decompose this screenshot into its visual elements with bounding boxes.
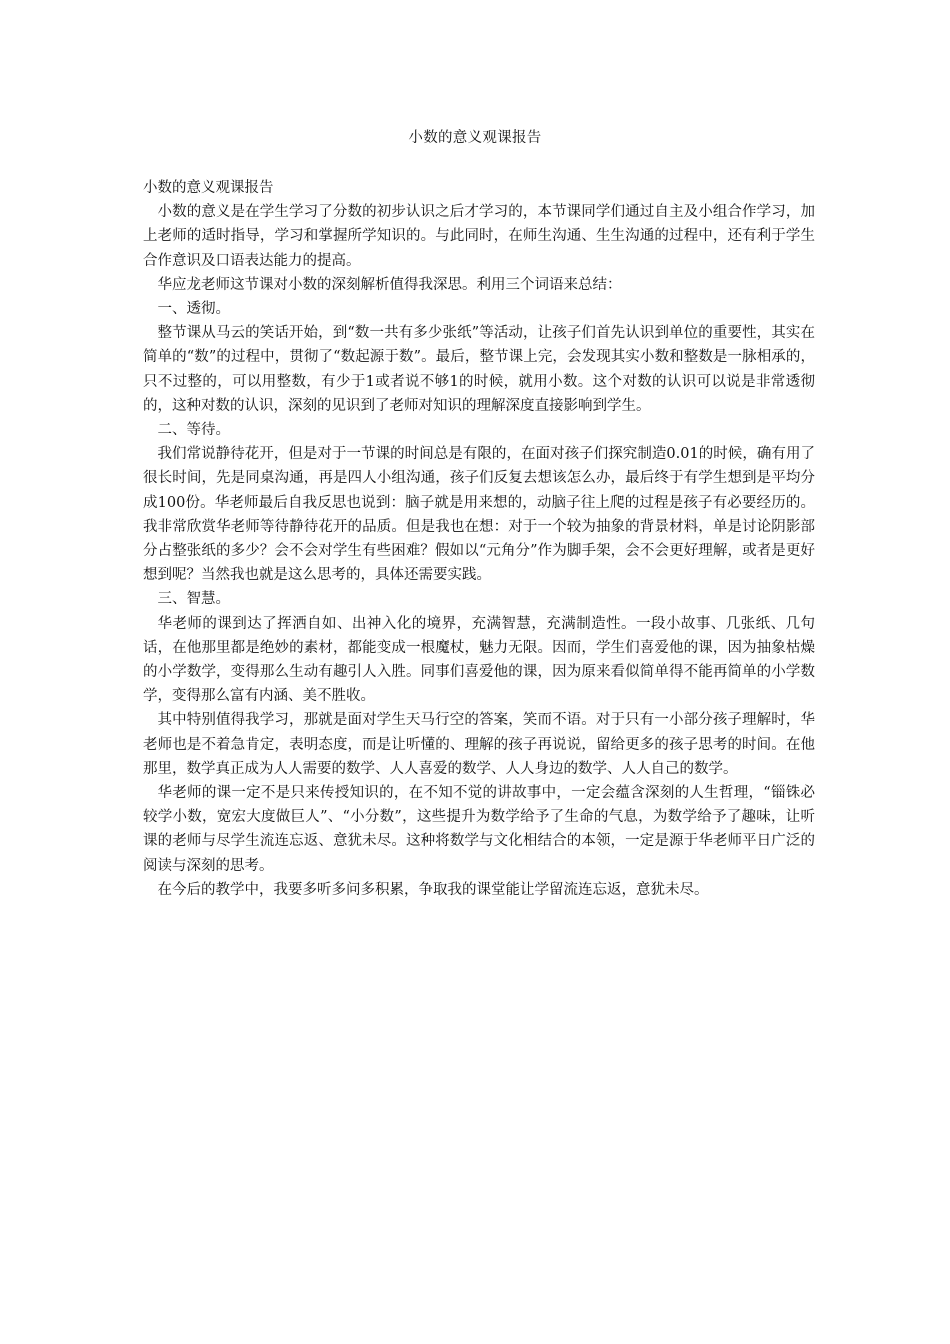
paragraph-summary: 华应龙老师这节课对小数的深刻解析值得我深思。利用三个词语来总结：	[157, 276, 622, 293]
paragraph-section-3b: 其中特别值得我学习，那就是面对学生天马行空的答案，笑而不语。对于只有一小部分孩子理解时，华老师也是不着急肯定，表明态度，而是让听懂的、理解的孩子再说说，留给更多的孩子思考的时间。在他那里，数学真正成为人人需要的数学、人人喜爱的数学、人人身边的数学、人人自己的数学。	[143, 712, 815, 777]
paragraph-conclusion: 在今后的教学中，我要多听多问多积累，争取我的课堂能让学留流连忘返，意犹未尽。	[157, 881, 709, 898]
paragraph-section-2: 我们常说静待花开，但是对于一节课的时间总是有限的，在面对孩子们探究制造0.01的时候，确有用了很长时间，先是同桌沟通，再是四人小组沟通，孩子们反复去想该怎么办，最后终于有学生想到是平均分成100份。华老师最后自我反思也说到：脑子就是用来想的，动脑子往上爬的过程是孩子有必要经历的。我非常欣赏华老师等待静待花开的品质。但是我也在想：对于一个较为抽象的背景材料，单是讨论阴影部分占整张纸的多少？会不会对学生有些困难？假如以“元角分”作为脚手架，会不会更好理解，或者是更好想到呢？当然我也就是这么思考的，具体还需要实践。	[143, 446, 815, 584]
page-title: 小数的意义观课报告	[408, 130, 542, 146]
paragraph-section-3c: 华老师的课一定不是只来传授知识的，在不知不觉的讲故事中，一定会蕴含深刻的人生哲理，“锱铢必较学小数，宽宏大度做巨人”、“小分数”，这些提升为数学给予了生命的气息，为数学给予了趣味，让听课的老师与尽学生流连忘返、意犹未尽。这种将数学与文化相结合的本领，一定是源于华老师平日广泛的阅读与深刻的思考。	[143, 785, 815, 874]
section-heading-1: 一、透彻。	[157, 301, 230, 318]
document-subtitle: 小数的意义观课报告	[143, 180, 274, 196]
document-body	[143, 176, 815, 902]
paragraph-intro: 小数的意义是在学生学习了分数的初步认识之后才学习的，本节课同学们通过自主及小组合作学习，加上老师的适时指导，学习和掌握所学知识的。与此同时，在师生沟通、生生沟通的过程中，还有利于学生合作意识及口语表达能力的提高。	[143, 204, 815, 269]
section-heading-3: 三、智慧。	[157, 591, 230, 608]
paragraph-section-3a: 华老师的课到达了挥洒自如、出神入化的境界，充满智慧，充满制造性。一段小故事、几张纸、几句话，在他那里都是绝妙的素材，都能变成一根魔杖，魅力无限。因而，学生们喜爱他的课，因为抽象枯燥的小学数学，变得那么生动有趣引人入胜。同事们喜爱他的课，因为原来看似简单得不能再简单的小学数学，变得那么富有内涵、美不胜收。	[143, 615, 815, 705]
section-heading-2: 二、等待。	[157, 422, 230, 439]
paragraph-section-1: 整节课从马云的笑话开始，到“数一共有多少张纸”等活动，让孩子们首先认识到单位的重要性，其实在简单的“数”的过程中，贯彻了“数起源于数”。最后，整节课上完，会发现其实小数和整数是一脉相承的，只不过整的，可以用整数，有少于1或者说不够1的时候，就用小数。这个对数的认识可以说是非常透彻的，这种对数的认识，深刻的见识到了老师对知识的理解深度直接影响到学生。	[143, 325, 815, 414]
